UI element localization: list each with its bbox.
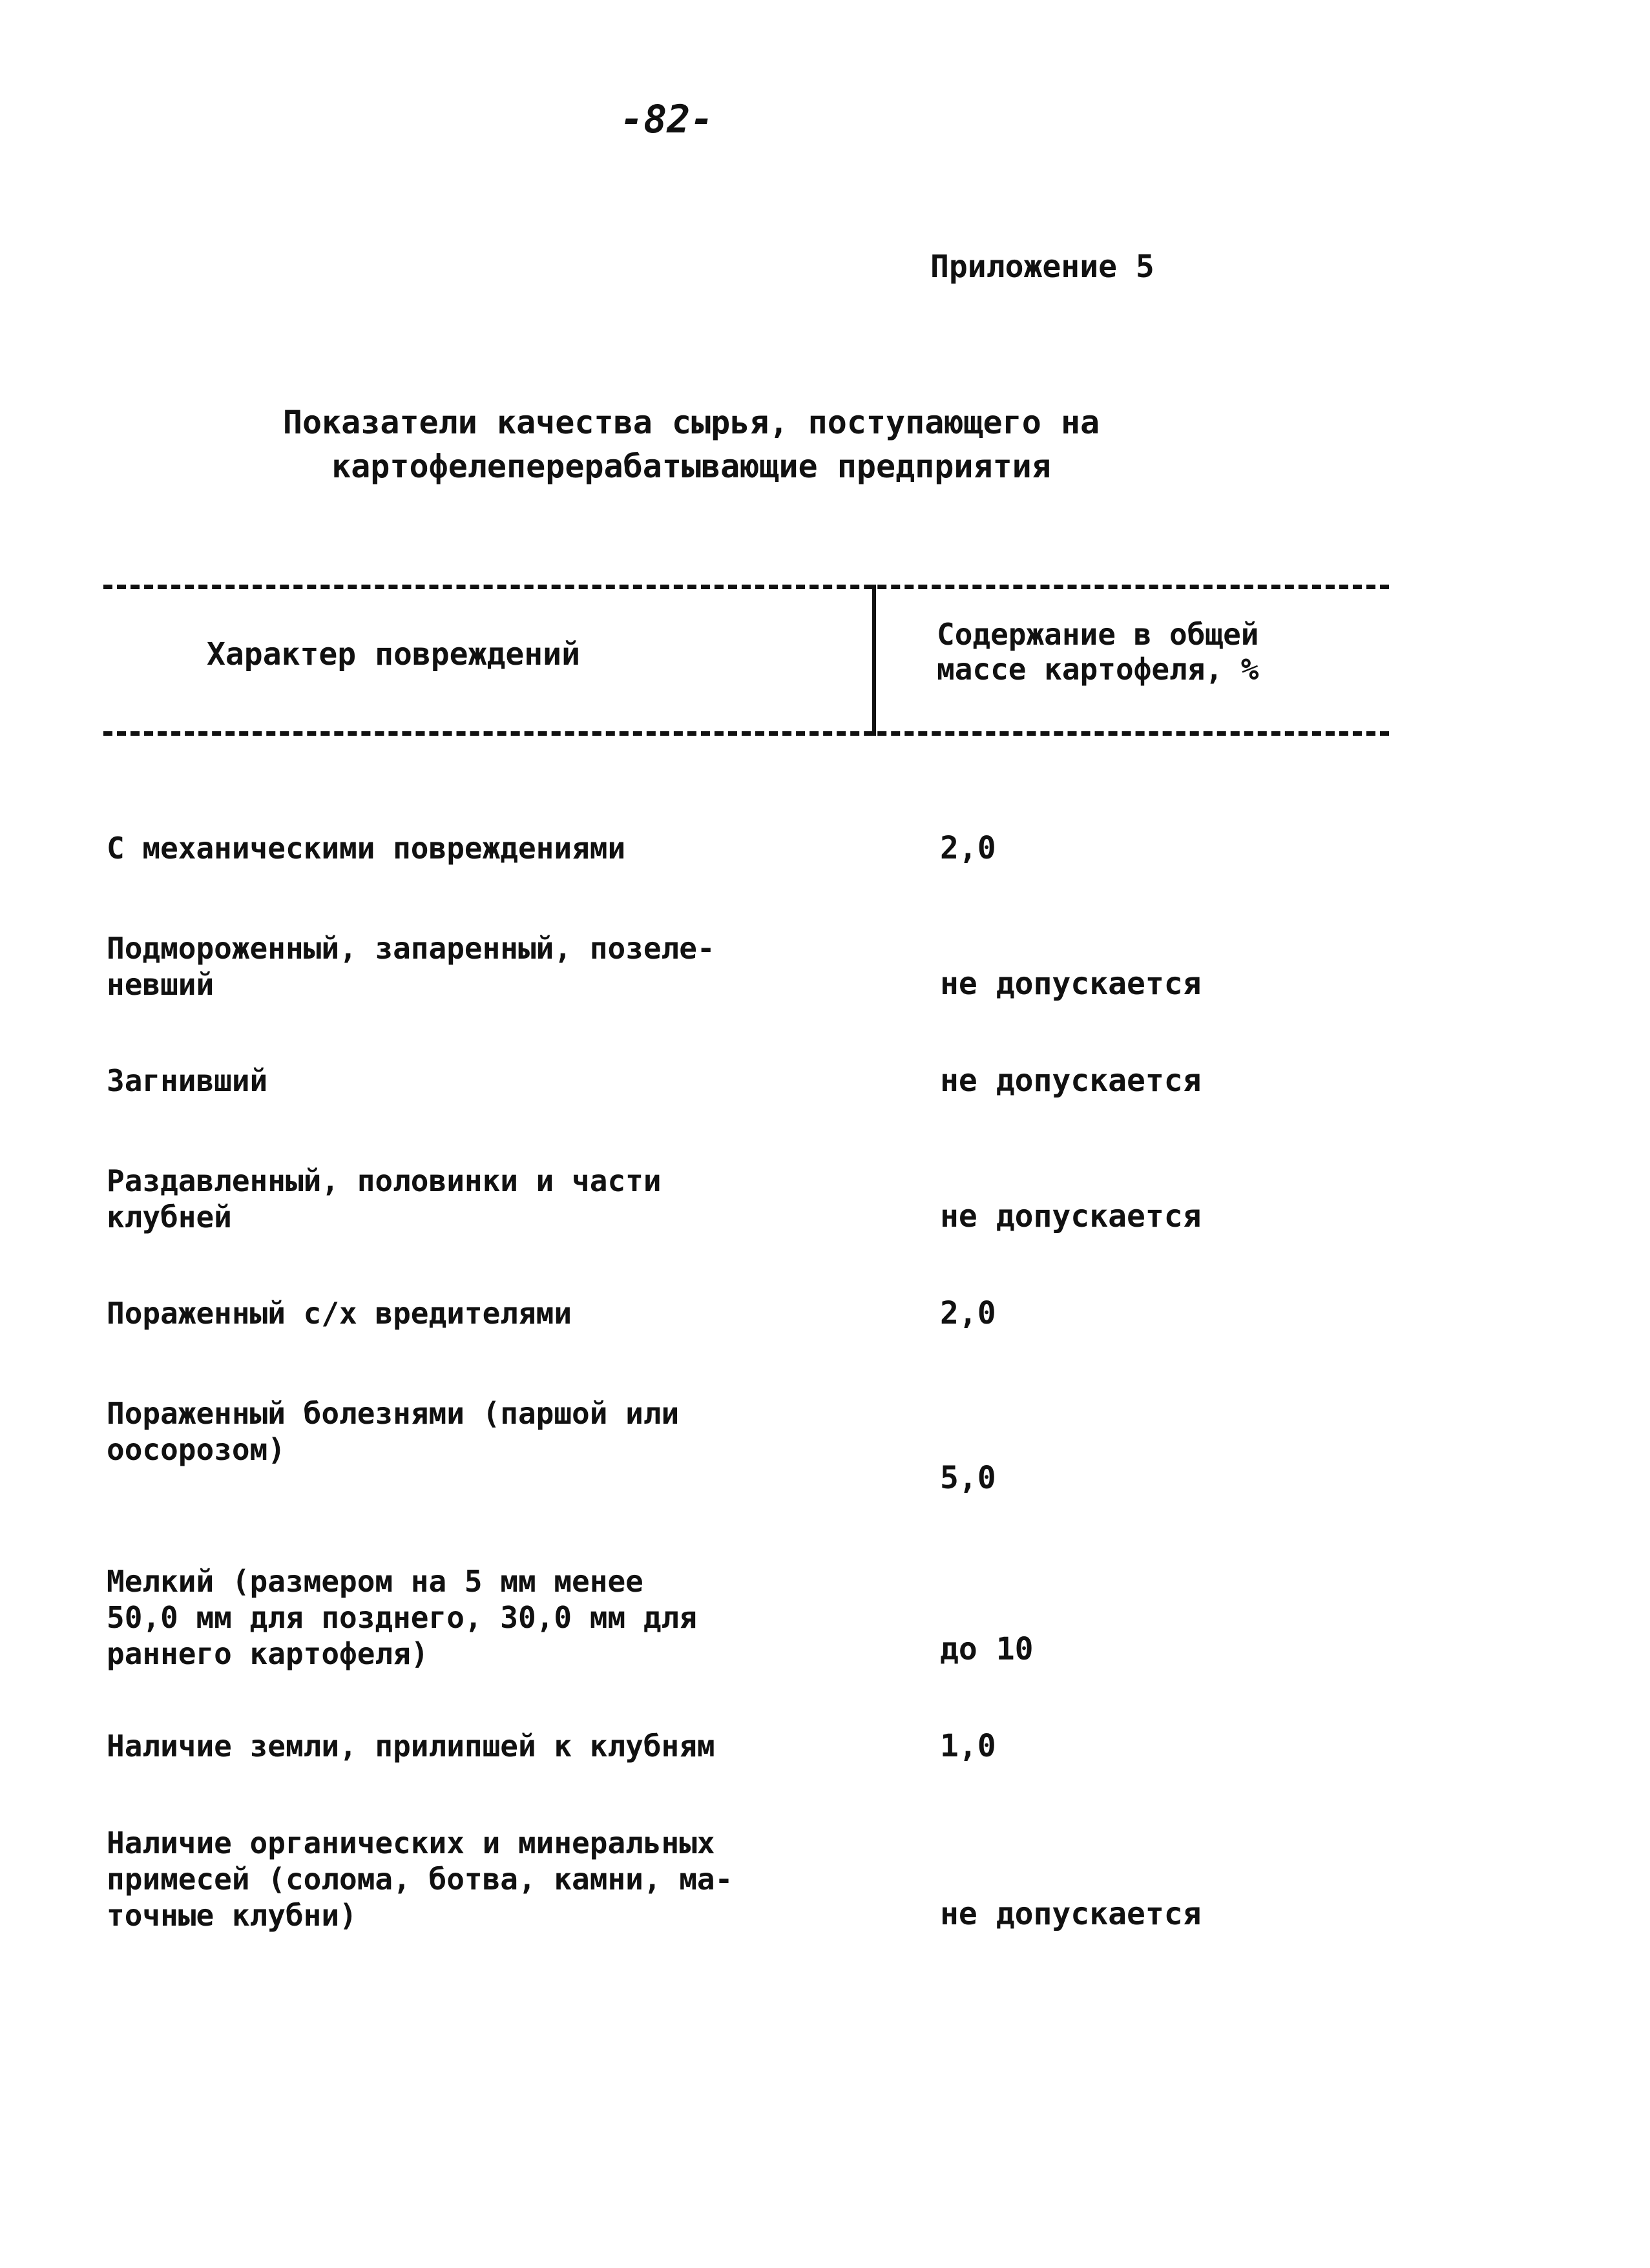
table-row-label: С механическими повреждениями [107,831,626,866]
table-row-value: 5,0 [940,1460,996,1496]
page-number: -82- [620,97,714,142]
table-row-label: Раздавленный, половинки и части клубней [107,1163,662,1234]
table-row-label: Мелкий (размером на 5 мм менее 50,0 мм для позднего, 30,0 мм для раннего картофеля) [107,1564,697,1671]
table-row-label: Подмороженный, запаренный, позеле- невший [107,931,715,1002]
table-row-label: Наличие земли, прилипшей к клубням [107,1729,715,1763]
table-row-value: 2,0 [940,1295,996,1331]
table-row-label: Пораженный болезнями (паршой или оосорозом) [107,1396,680,1467]
table-header-content-line-2: массе картофеля, % [937,652,1259,687]
table-row-value: не допускается [940,1198,1202,1234]
table-row-value: 2,0 [940,830,996,866]
table-column-divider [872,585,876,736]
table-row-label: Наличие органических и минеральных примесей (солома, ботва, камни, ма- точные клубни) [107,1826,733,1933]
table-row-value: не допускается [940,1896,1202,1932]
table-row-value: не допускается [940,966,1202,1002]
appendix-label: Приложение 5 [930,249,1154,285]
table-row-value: не допускается [940,1063,1202,1099]
title-line-2: картофелеперерабатывающие предприятия [331,448,1051,485]
table-top-rule [103,585,1389,589]
title-line-1: Показатели качества сырья, поступающего на [282,404,1100,441]
table-row-value: 1,0 [940,1728,996,1764]
table-row-label: Загнивший [107,1063,268,1098]
table-row-label: Пораженный с/х вредителями [107,1296,572,1331]
table-header-content-line-1: Содержание в общей [937,617,1259,652]
table-header-damage-type: Характер повреждений [207,636,580,672]
document-title [245,401,1137,488]
table-header-bottom-rule [103,731,1389,736]
table-row-value: до 10 [940,1631,1034,1667]
table-header-content-percent [937,617,1259,687]
